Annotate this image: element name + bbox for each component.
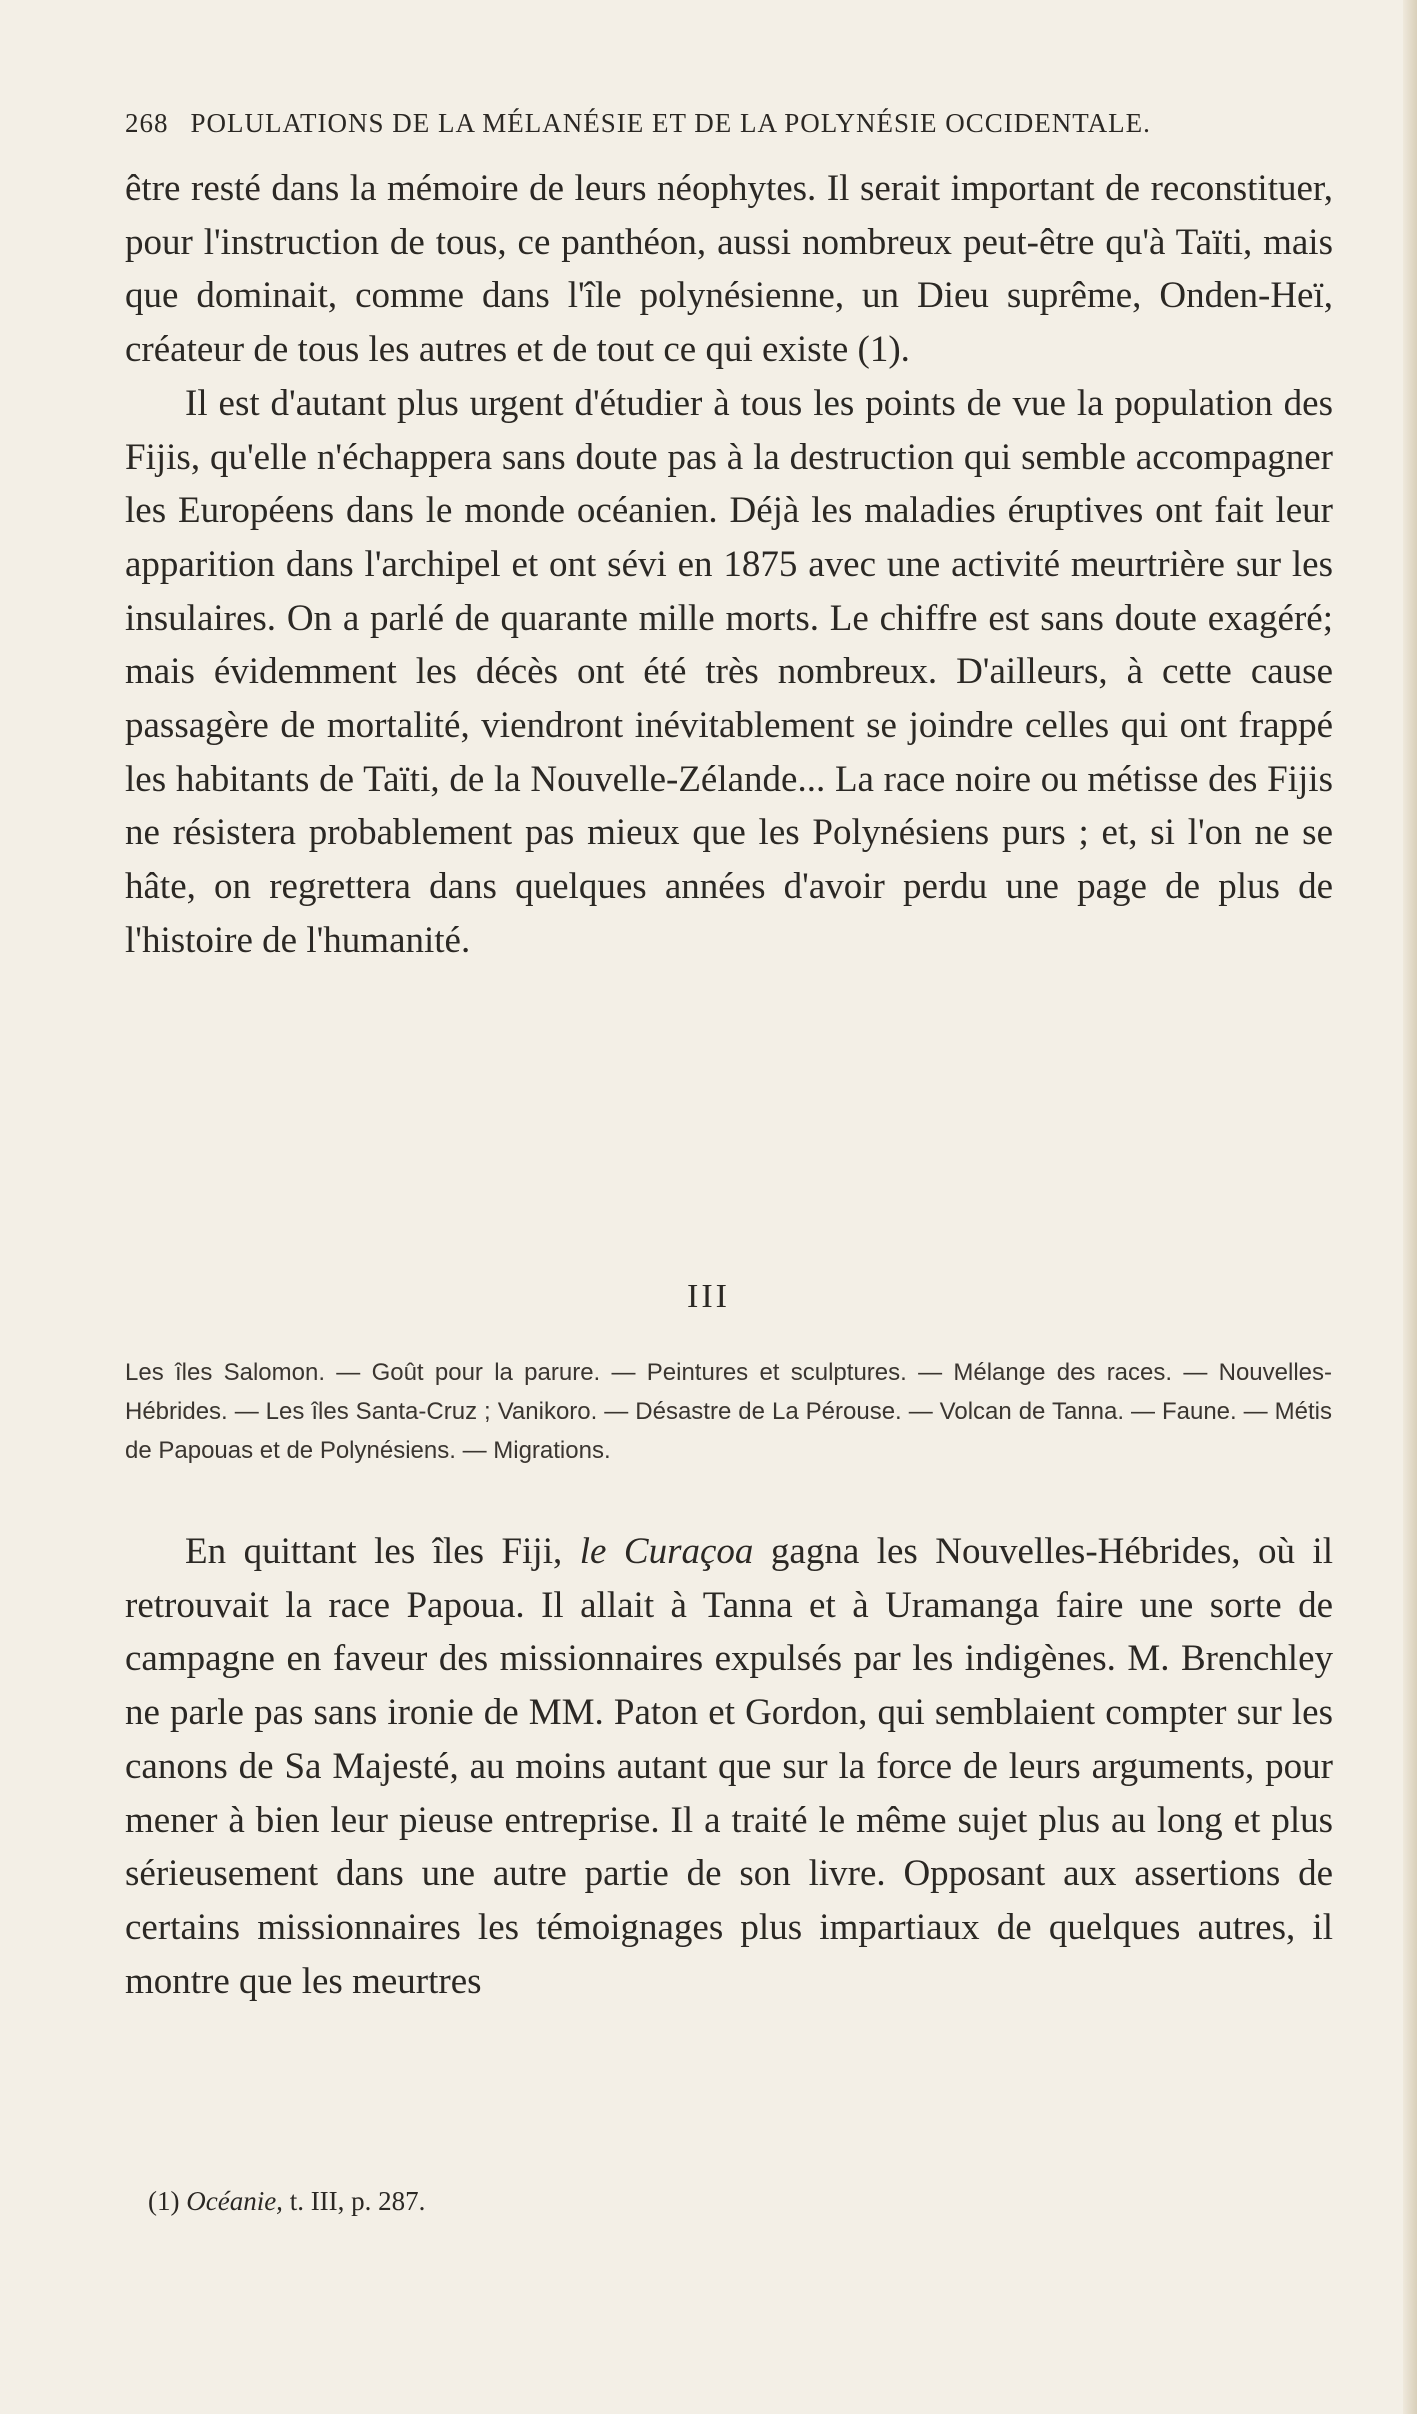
paragraph-3-rest: gagna les Nouvelles-Hébrides, où il retrouvait la race Papoua. Il allait à Tanna et à Uramanga faire une sorte de campagne en faveur des missionnaires expulsés par les indigènes. M. Brenchley ne parle pas sans ironie de MM. Paton et Gordon, qui semblaient compter sur les canons de Sa Majesté, au moins autant que sur la force de leurs arguments, pour mener à bien leur pieuse entreprise. Il a traité le même sujet plus au long et plus sérieusement dans une autre partie de son livre. Opposant aux assertions de certains missionnaires les témoignages plus impartiaux de quelques autres, il montre que les meurtres (125, 1531, 1333, 2002)
paragraph-2: Il est d'autant plus urgent d'étudier à tous les points de vue la population des Fijis, qu'elle n'échappera sans doute pas à la destruction qui semble accompagner les Européens dans le monde océanien. Déjà les maladies éruptives ont fait leur apparition dans l'archipel et ont sévi en 1875 avec une activité meurtrière sur les insulaires. On a parlé de quarante mille morts. Le chiffre est sans doute exagéré; mais évidemment les décès ont été très nombreux. D'ailleurs, à cette cause passagère de mortalité, viendront inévitablement se joindre celles qui ont frappé les habitants de Taïti, de la Nouvelle-Zélande... La race noire ou métisse des Fijis ne résistera probablement pas mieux que les Polynésiens purs ; et, si l'on ne se hâte, on regrettera dans quelques années d'avoir perdu une page de plus de l'histoire de l'humanité. (125, 382, 1333, 961)
footnote-marker: (1) (148, 2186, 180, 2216)
running-title: POLULATIONS DE LA MÉLANÉSIE ET DE LA POLYNÉSIE OCCIDENTALE. (190, 108, 1151, 138)
footnote-reference: t. III, p. 287. (289, 2186, 426, 2216)
footnote (148, 2186, 1148, 2217)
running-header (125, 108, 1335, 139)
page-edge-shadow (1403, 0, 1417, 2414)
ship-name: le Curaçoa (579, 1531, 754, 1572)
page-number: 268 (125, 108, 169, 138)
paragraph-3-block (125, 1525, 1333, 2008)
paragraph-3 (125, 1525, 1333, 2008)
footnote-title: Océanie, (186, 2186, 283, 2216)
section-summary: Les îles Salomon. — Goût pour la parure. — Peintures et sculptures. — Mélange des races. — Nouvelles-Hébrides. — Les îles Santa-Cruz ; Vanikoro. — Désastre de La Pérouse. — Volcan de Tanna. — Faune. — Métis de Papouas et de Polynésiens. — Migrations. (125, 1359, 1332, 1464)
paragraph-3-start: En quittant les îles Fiji, (185, 1531, 580, 1572)
paragraph-1-block (125, 162, 1333, 968)
paragraph-1: être resté dans la mémoire de leurs néophytes. Il serait important de reconstituer, pour l'instruction de tous, ce panthéon, aussi nombreux peut-être qu'à Taïti, mais que dominait, comme dans l'île polynésienne, un Dieu suprême, Onden-Heï, créateur de tous les autres et de tout ce qui existe (1). (125, 168, 1333, 371)
section-number: III (687, 1278, 730, 1315)
